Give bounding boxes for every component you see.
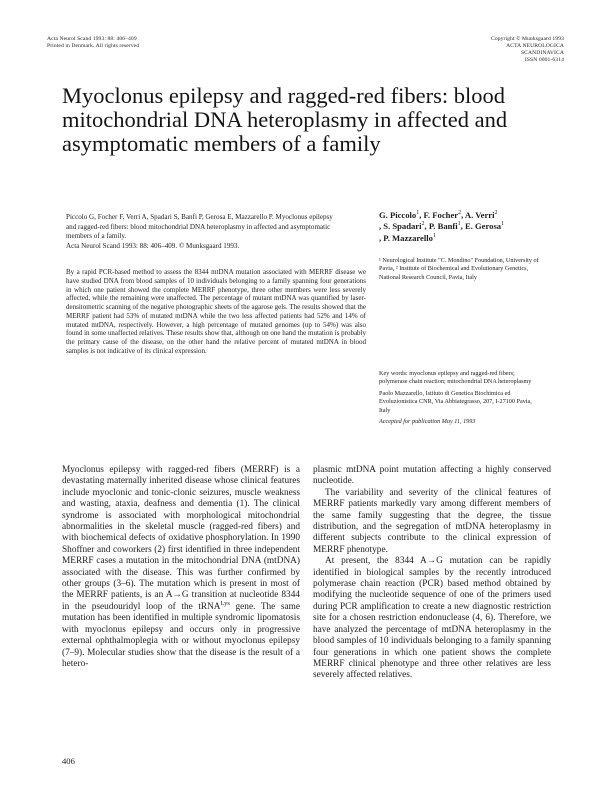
- author-name: , F. Focher: [419, 210, 459, 220]
- journal-rights-line: Printed in Denmark. All rights reserved: [47, 43, 140, 49]
- keywords: Key words: myoclonus epilepsy and ragged-red fibers; polymerase chain reaction; mitochondrial DNA heteroplasmy: [379, 370, 532, 386]
- affiliation-marker: 2: [421, 221, 425, 228]
- keywords-block: [379, 370, 544, 429]
- affiliation-marker: 2: [458, 210, 462, 217]
- abstract: By a rapid PCR-based method to assess the 8344 mtDNA mutation associated with MERRF disease we have studied DNA from blood samples of 10 individuals belonging to a family spanning four generations in which one patient showed the complete MERRF phenotype, three other members were less severely affected, while the remaining were unaffected. The percentage of mutant mtDNA was quantified by laser-densitometric scanning of the negative photographic sheets of the agarose gels. The results showed that the MERRF patient had 53% of mutated mtDNA while the two less affected patients had 52% and 14% of mutated mtDNA, respectively. However, a high percentage of mutated genomes (up to 54%) was also found in some unaffected relatives. These results show that, although on one hand the mutation is probably the primary cause of the disease, on the other hand the relative percent of mutated mtDNA in blood samples is not indicative of its clinical expression.: [66, 268, 366, 355]
- body-paragraph: The variability and severity of the clinical features of MERRF patients markedly vary among different members of the same family suggesting that the degree, the tissue distribution, and the segregation of mtDNA heteroplasmy in different subjects contribute to the clinical expression of MERRF phenotype.: [313, 487, 551, 555]
- author-name: , E. Gerosa: [460, 221, 502, 232]
- author-name: , S. Spadari: [379, 221, 422, 232]
- copyright-line: Copyright © Munksgaard 1993: [491, 36, 564, 42]
- author-name: , A. Verri: [461, 210, 495, 220]
- body-paragraph: plasmic mtDNA point mutation affecting a highly conserved nucleotide.: [313, 465, 551, 487]
- journal-header-left: [47, 36, 247, 50]
- affiliation-marker: 1: [432, 232, 436, 239]
- superscript-lys: Lys: [220, 599, 230, 607]
- author-name: , P. Banfi: [424, 221, 458, 232]
- body-text: Myoclonus epilepsy with ragged-red fibers (MERRF) is a devastating maternally inherited disease whose clinical features include myoclonic and tonic-clonic seizures, muscle weakness and wasting, ataxia, deafness and dementia (1). The clinical syndrome is associated with morphological mitochondrial abnormalities in the skeletal muscle (ragged-red fibers) and with biochemical defects of oxidative phosphorylation. In 1990 Shoffner and coworkers (2) first identified in three independent MERRF cases a mutation in the mitochondrial DNA (mtDNA) associated with the disease. This was further confirmed by other groups (3–6). The mutation which is present in most of the MERRF patients, is an A→G transition at nucleotide 8344 in the pseudouridyl loop of the tRNA: [62, 465, 300, 612]
- body-paragraph: At present, the 8344 A→G mutation can be rapidly identified in biological samples by the recently introduced polymerase chain reaction (PCR) based method obtained by modifying the nucleotide sequence of one of the primers used during PCR amplification to create a new diagnostic restriction site for a chosen restriction endonuclease (4, 6). Therefore, we have analyzed the percentage of mtDNA heteroplasmy in the blood samples of 10 individuals belonging to a family spanning four generations in which one patient shows the complete MERRF clinical phenotype and three other relatives are less severely affected relatives.: [313, 556, 551, 681]
- affiliation-marker: 1: [501, 221, 505, 228]
- author-name: , P. Mazzarello: [379, 232, 433, 243]
- affiliation-marker: 1: [416, 210, 420, 217]
- author-line-2: [379, 221, 539, 232]
- journal-header-right: [454, 36, 564, 64]
- affiliations: ¹ Neurological Institute "C. Mondino" Foundation, University of Pavia, ² Institute of Biochemical and Evolutionary Genetics, National Research Council, Pavia, Italy: [379, 257, 539, 281]
- body-column-right: [313, 465, 551, 682]
- author-line-3: [379, 233, 539, 244]
- body-text: gene. The same mutation has been identified in multiple syndromic lipomatosis with myoclonus epilepsy and occurs only in progressive external ophthalmoplegia with or without myoclonus epilepsy (7–9). Molecular studies show that the disease is the result of a hetero-: [62, 601, 300, 669]
- journal-name-line-1: ACTA NEUROLOGICA: [506, 43, 564, 49]
- author-line-1: [379, 210, 539, 221]
- affiliation-marker: 1: [457, 221, 461, 228]
- journal-citation-line: Acta Neurol Scand 1993: 88: 406–409: [47, 36, 137, 42]
- article-title: Myoclonus epilepsy and ragged-red fibers: blood mitochondrial DNA heteroplasmy in affected and asymptomatic members of a family: [62, 83, 508, 156]
- journal-name-line-2: SCANDINAVICA: [520, 50, 564, 56]
- author-name: G. Piccolo: [379, 210, 417, 220]
- affiliation-marker: 2: [494, 210, 498, 217]
- body-column-left: [62, 465, 300, 670]
- body-paragraph: [62, 465, 300, 670]
- issn-line: ISSN 0001-6314: [524, 57, 564, 63]
- accepted-date: Accepted for publication May 11, 1993: [379, 418, 476, 426]
- correspondence-address: Paolo Mazzarello, Istituto di Genetica Biochimica ed Evoluzionistica CNR, Via Abbiategrasso, 207, I-27100 Pavia, Italy: [379, 389, 532, 414]
- article-citation: Piccolo G, Focher F, Verri A, Spadari S, Banfi P, Gerosa E, Mazzarello P. Myoclonus epilepsy and ragged-red fibers: blood mitochondrial DNA heteroplasmy in affected and asymptomatic members of a family. Acta Neurol Scand 1993: 88: 406–409. © Munksgaard 1993.: [66, 213, 333, 251]
- page-number: 406: [62, 756, 75, 766]
- author-list: [379, 210, 539, 244]
